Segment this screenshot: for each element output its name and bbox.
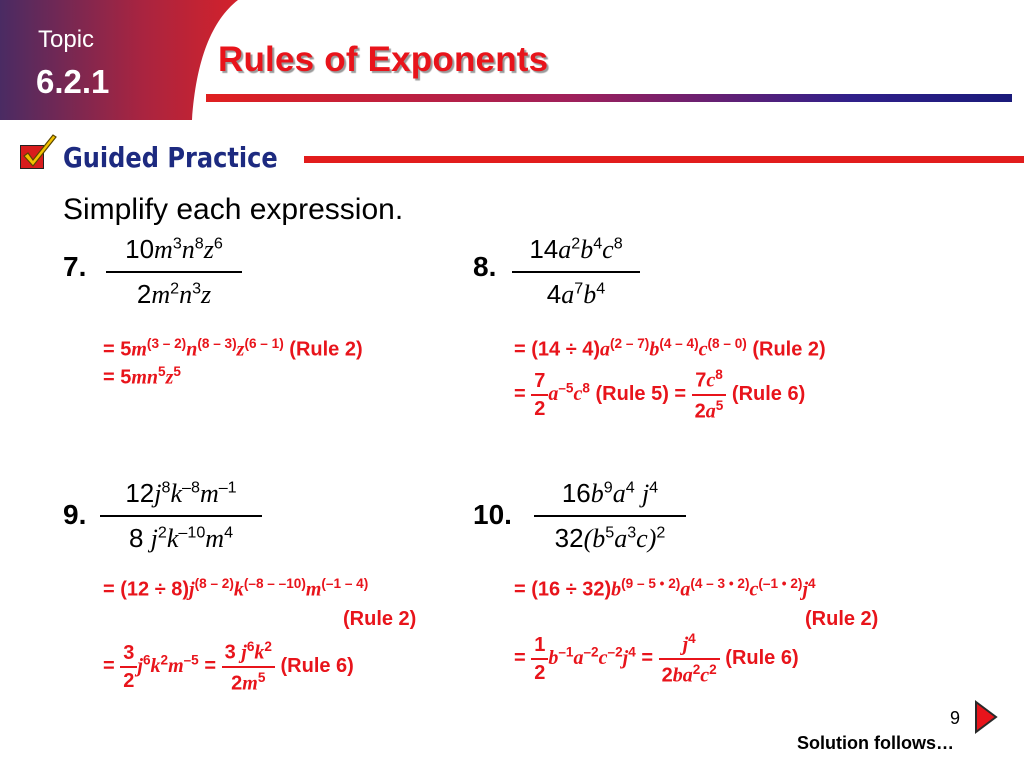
problem-9-step-1: = $(12 \div 8)j^{(8 - 2)}k^{(-8 - -10)}m^{(-1 - 4)}$ bbox=[103, 576, 369, 601]
denominator: $2m^2n^3z$ bbox=[136, 279, 212, 309]
problem-10-fraction bbox=[534, 478, 686, 554]
numerator: $12j^8k^{-8}m^{-1}$ bbox=[125, 478, 237, 508]
problem-number: 7. bbox=[63, 251, 87, 282]
denominator: 8 $j^2k^{-10}m^4$ bbox=[128, 523, 234, 553]
topic-tab bbox=[0, 0, 238, 120]
numerator: $16b^9a^4$ $j^4$ bbox=[561, 478, 659, 508]
problem-9-fraction bbox=[100, 478, 262, 554]
fraction: $\frac{7c^8}{2a^5}$ bbox=[692, 368, 727, 421]
problem-10-step-1: = $(16 \div 32)b^{(9 - 5 • 2)}a^{(4 - 3 • 2)}c^{(-1 • 2)}j^4$ bbox=[514, 576, 816, 601]
problem-number: 9. bbox=[63, 499, 87, 530]
denominator: $4a^7b^4$ bbox=[546, 279, 606, 309]
checkmark-icon bbox=[16, 134, 60, 174]
problem-number: 8. bbox=[473, 251, 497, 282]
section-rule bbox=[304, 156, 1024, 163]
section-heading: Guided Practice bbox=[63, 141, 278, 174]
problem-8-fraction bbox=[512, 234, 640, 310]
problem-8-step-2: = $\frac{7}{2}$ $a^{-5}c^8$ (Rule 5) = $\frac{7c^8}{2a^5}$ (Rule 6) bbox=[514, 367, 806, 423]
problem-9-rule: (Rule 2) bbox=[343, 608, 417, 630]
problem-7-step-1: = $5m^{(3 - 2)}n^{(8 - 3)}z^{(6 - 1)}$ (Rule 2) bbox=[103, 336, 363, 361]
fraction: $\frac{j^4}{2ba^2c^2}$ bbox=[659, 632, 720, 685]
problem-number: 10. bbox=[473, 499, 512, 530]
problem-9-step-2: = $\frac{3}{2}$ $j^6k^2m^{-5}$ = $\frac{3 j^6k^2}{2m^5}$ (Rule 6) bbox=[103, 639, 354, 695]
page-number: 9 bbox=[950, 708, 961, 728]
fraction: $\frac{7}{2}$ bbox=[531, 371, 548, 419]
problem-10-step-2: = $\frac{1}{2}$ $b^{-1}a^{-2}c^{-2}j^4$ = $\frac{j^4}{2ba^2c^2}$ (Rule 6) bbox=[514, 631, 799, 687]
problem-10-rule: (Rule 2) bbox=[805, 608, 879, 630]
numerator: $10m^3n^8z^6$ bbox=[125, 234, 223, 264]
fraction: $\frac{1}{2}$ bbox=[531, 635, 548, 683]
title-rule bbox=[206, 94, 1012, 102]
instruction-text: Simplify each expression. bbox=[63, 193, 404, 226]
solution-follows-link[interactable]: Solution follows… bbox=[797, 733, 954, 753]
problem-7-fraction bbox=[106, 234, 242, 310]
fraction: $\frac{3}{2}$ bbox=[120, 643, 137, 691]
page-title: Rules of Exponents bbox=[218, 40, 549, 79]
next-arrow-icon[interactable] bbox=[974, 700, 998, 734]
topic-number: 6.2.1 bbox=[36, 63, 110, 100]
fraction: $\frac{3 j^6k^2}{2m^5}$ bbox=[222, 640, 275, 693]
problem-7-step-2: = $5mn^5z^5$ bbox=[103, 364, 181, 389]
denominator: $32(b^5a^3c)^2$ bbox=[554, 523, 666, 553]
problem-8-step-1: = $(14 \div 4)a^{(2 - 7)}b^{(4 - 4)}c^{(8 - 0)}$ (Rule 2) bbox=[514, 336, 826, 361]
numerator: $14a^2b^4c^8$ bbox=[529, 234, 623, 264]
topic-label: Topic bbox=[38, 26, 95, 53]
